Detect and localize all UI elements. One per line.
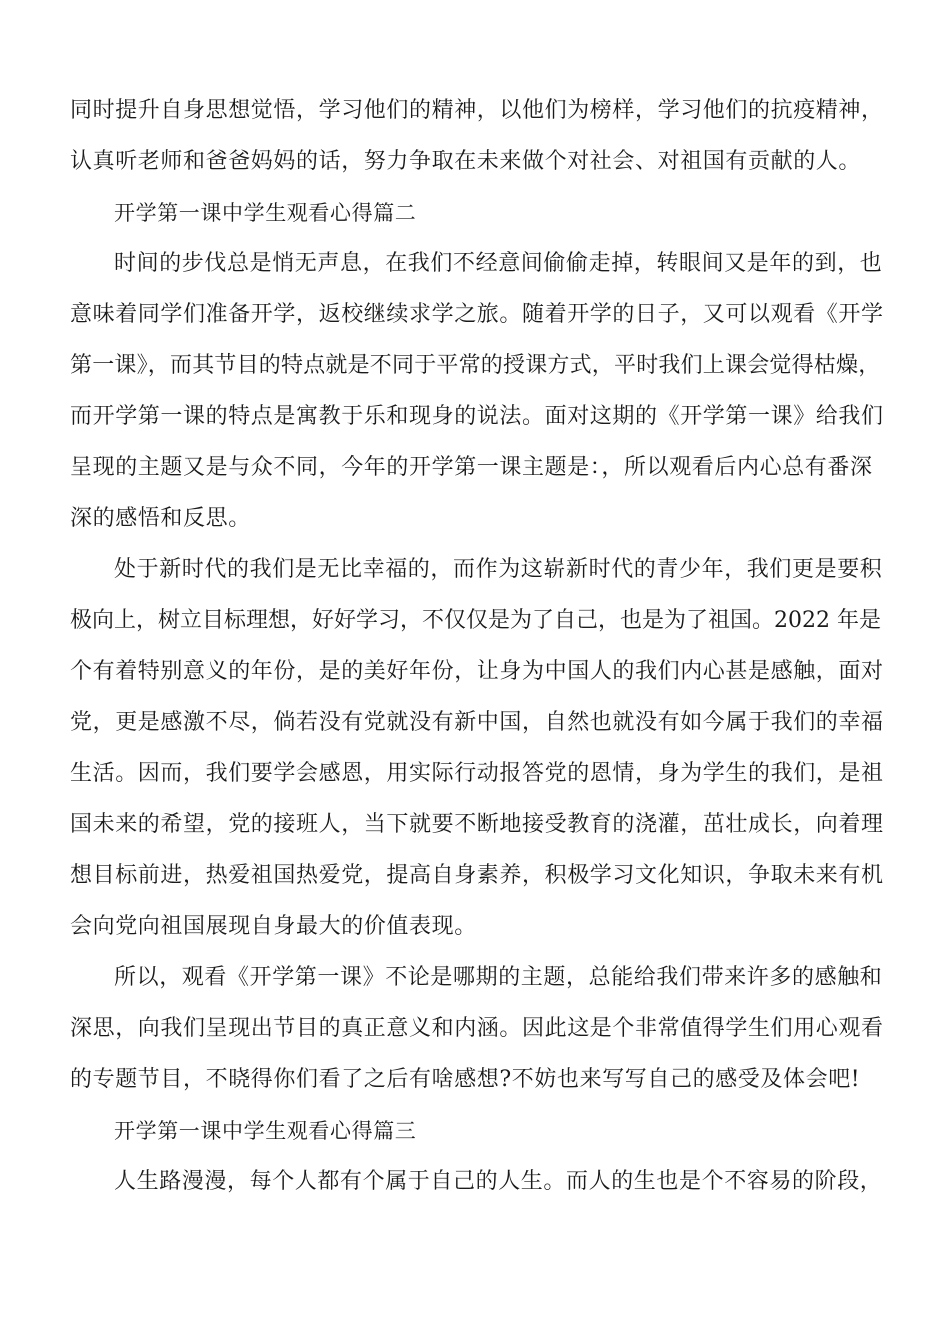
text-line: 的专题节目，不晓得你们看了之后有啥感想?不妨也来写写自己的感受及体会吧! [70, 1067, 861, 1092]
text-line: 想目标前进，热爱祖国热爱党，提高自身素养，积极学习文化知识，争取未来有机 [70, 863, 884, 888]
text-line: 呈现的主题又是与众不同，今年的开学第一课主题是：，所以观看后内心总有番深 [70, 455, 873, 480]
text-line: 处于新时代的我们是无比幸福的，而作为这崭新时代的青少年，我们更是要积 [114, 557, 883, 582]
text-line: 极向上，树立目标理想，好好学习，不仅仅是为了自己，也是为了祖国。2022 年是 [70, 608, 881, 633]
text-line: 意味着同学们准备开学，返校继续求学之旅。随着开学的日子，又可以观看《开学 [70, 302, 884, 327]
section-heading: 开学第一课中学生观看心得篇二 [114, 201, 417, 225]
text-line: 深的感悟和反思。 [70, 506, 251, 531]
text-line: 同时提升自身思想觉悟，学习他们的精神，以他们为榜样，学习他们的抗疫精神， [70, 98, 884, 123]
text-line: 生活。因而，我们要学会感恩，用实际行动报答党的恩情，身为学生的我们，是祖 [70, 761, 884, 786]
section-heading: 开学第一课中学生观看心得篇三 [114, 1119, 417, 1143]
text-line: 个有着特别意义的年份，是的美好年份，让身为中国人的我们内心甚是感触，面对 [70, 659, 884, 684]
text-line: 而开学第一课的特点是寓教于乐和现身的说法。面对这期的《开学第一课》给我们 [70, 404, 884, 429]
text-line: 时间的步伐总是悄无声息，在我们不经意间偷偷走掉，转眼间又是年的到，也 [114, 251, 883, 276]
text-line: 所以，观看《开学第一课》不论是哪期的主题，总能给我们带来许多的感触和 [114, 965, 883, 990]
text-line: 人生路漫漫，每个人都有个属于自己的人生。而人的生也是个不容易的阶段， [114, 1169, 883, 1194]
text-line: 认真听老师和爸爸妈妈的话，努力争取在未来做个对社会、对祖国有贡献的人。 [70, 149, 862, 174]
text-line: 会向党向祖国展现自身最大的价值表现。 [70, 914, 477, 939]
text-line: 深思，向我们呈现出节目的真正意义和内涵。因此这是个非常值得学生们用心观看 [70, 1016, 884, 1041]
text-line: 国未来的希望，党的接班人，当下就要不断地接受教育的浇灌，茁壮成长，向着理 [70, 812, 884, 837]
text-line: 第一课》，而其节目的特点就是不同于平常的授课方式，平时我们上课会觉得枯燥， [70, 353, 881, 378]
text-line: 党，更是感激不尽，倘若没有党就没有新中国，自然也就没有如今属于我们的幸福 [70, 710, 884, 735]
